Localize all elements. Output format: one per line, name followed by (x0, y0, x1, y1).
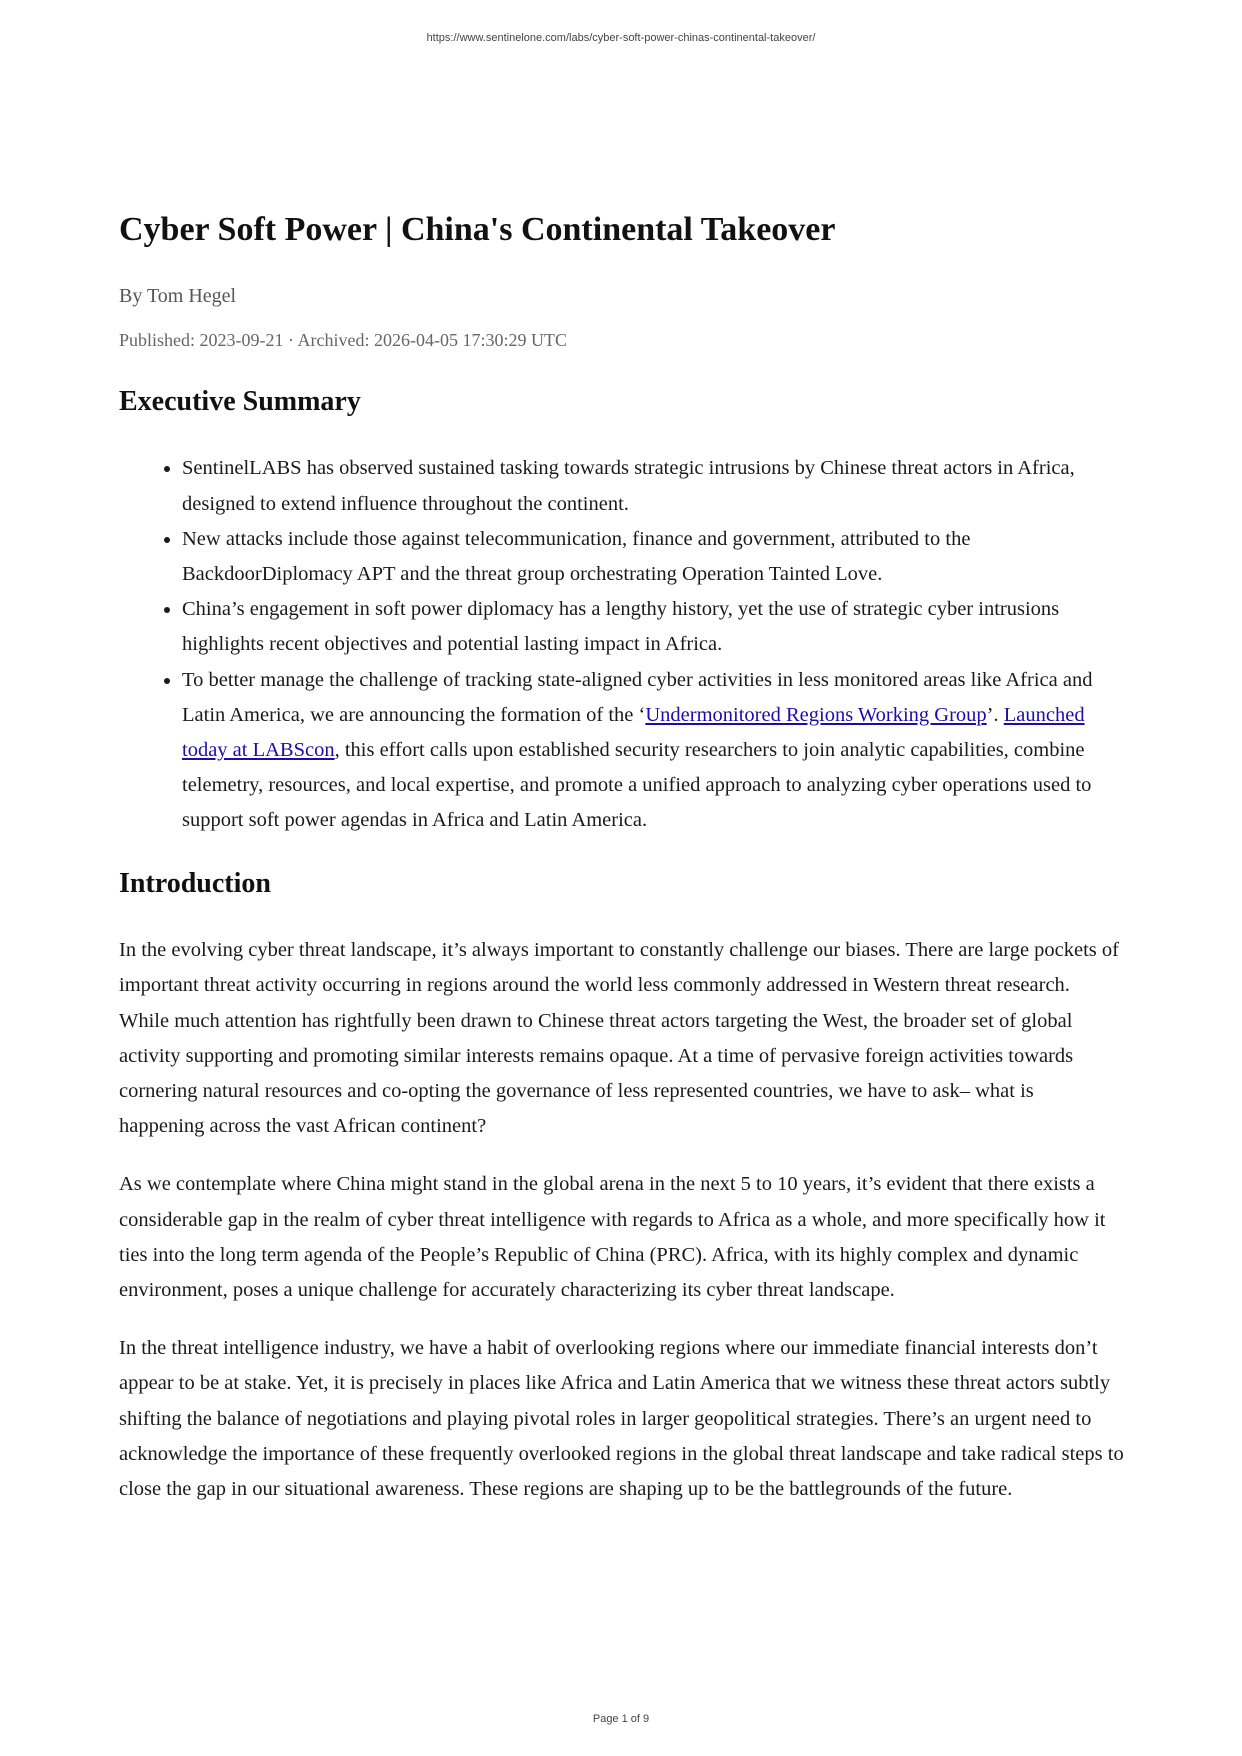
labscon-link[interactable]: Launched today at LABScon (182, 703, 1085, 762)
introduction-heading: Introduction (119, 867, 271, 899)
summary-bullet: • China’s engagement in soft power diplomacy has a lengthy history, yet the use of strategic cyber intrusions highlights recent objectives and potential lasting impact in Africa. (182, 592, 1124, 662)
summary-bullet-text: To better manage the challenge of tracking state-aligned cyber activities in less monitored areas like Africa and Latin America, we are announcing the formation of the ‘ (182, 668, 1093, 726)
intro-paragraph: As we contemplate where China might stand in the global arena in the next 5 to 10 years, it’s evident that there exists a considerable gap in the realm of cyber threat intelligence with regards to Africa as a whole, and more specifically how it ties into the long term agenda of the People’s Republic of China (PRC). Africa, with its highly complex and dynamic environment, poses a unique challenge for accurately characterizing its cyber threat landscape. (119, 1173, 1106, 1302)
summary-bullet-text: , this effort calls upon established security researchers to join analytic capabilities, combine telemetry, resources, and local expertise, and promote a unified approach to analyzing cyber operations used to support soft power agendas in Africa and Latin America. (182, 739, 1092, 832)
working-group-link[interactable]: Undermonitored Regions Working Group (645, 703, 987, 726)
page-url-header: https://www.sentinelone.com/labs/cyber-soft-power-chinas-continental-takeover/ (426, 32, 816, 44)
summary-bullet: • SentinelLABS has observed sustained tasking towards strategic intrusions by Chinese threat actors in Africa, designed to extend influence throughout the continent. (182, 451, 1124, 521)
intro-paragraph: In the threat intelligence industry, we have a habit of overlooking regions where our immediate financial interests don’t appear to be at stake. Yet, it is precisely in places like Africa and Latin America that we witness these threat actors subtly shifting the balance of negotiations and playing pivotal roles in larger geopolitical strategies. There’s an urgent need to acknowledge the importance of these frequently overlooked regions in the global threat landscape and take radical steps to close the gap in our situational awareness. These regions are shaping up to be the battlegrounds of the future. (119, 1337, 1124, 1501)
summary-bullet (182, 663, 1124, 839)
article-meta: Published: 2023-09-21 · Archived: 2026-04-05 17:30:29 UTC (119, 329, 567, 350)
article-byline: By Tom Hegel (119, 284, 237, 307)
executive-summary-list (119, 451, 1124, 838)
summary-bullet: • New attacks include those against telecommunication, finance and government, attributed to the BackdoorDiplomacy APT and the threat group orchestrating Operation Tainted Love. (182, 522, 1124, 592)
page-number: Page 1 of 9 (592, 1713, 650, 1725)
article-title: Cyber Soft Power | China's Continental Takeover (119, 211, 836, 248)
summary-bullet-text: ’. (986, 703, 1004, 726)
article (119, 210, 1124, 1507)
executive-summary-heading: Executive Summary (119, 385, 361, 417)
intro-paragraph: In the evolving cyber threat landscape, it’s always important to constantly challenge our biases. There are large pockets of important threat activity occurring in regions around the world less commonly addressed in Western threat research. While much attention has rightfully been drawn to Chinese threat actors targeting the West, the broader set of global activity supporting and promoting similar interests remains opaque. At a time of pervasive foreign activities towards cornering natural resources and co-opting the governance of less represented countries, we have to ask– what is happening across the vast African continent? (119, 939, 1119, 1138)
